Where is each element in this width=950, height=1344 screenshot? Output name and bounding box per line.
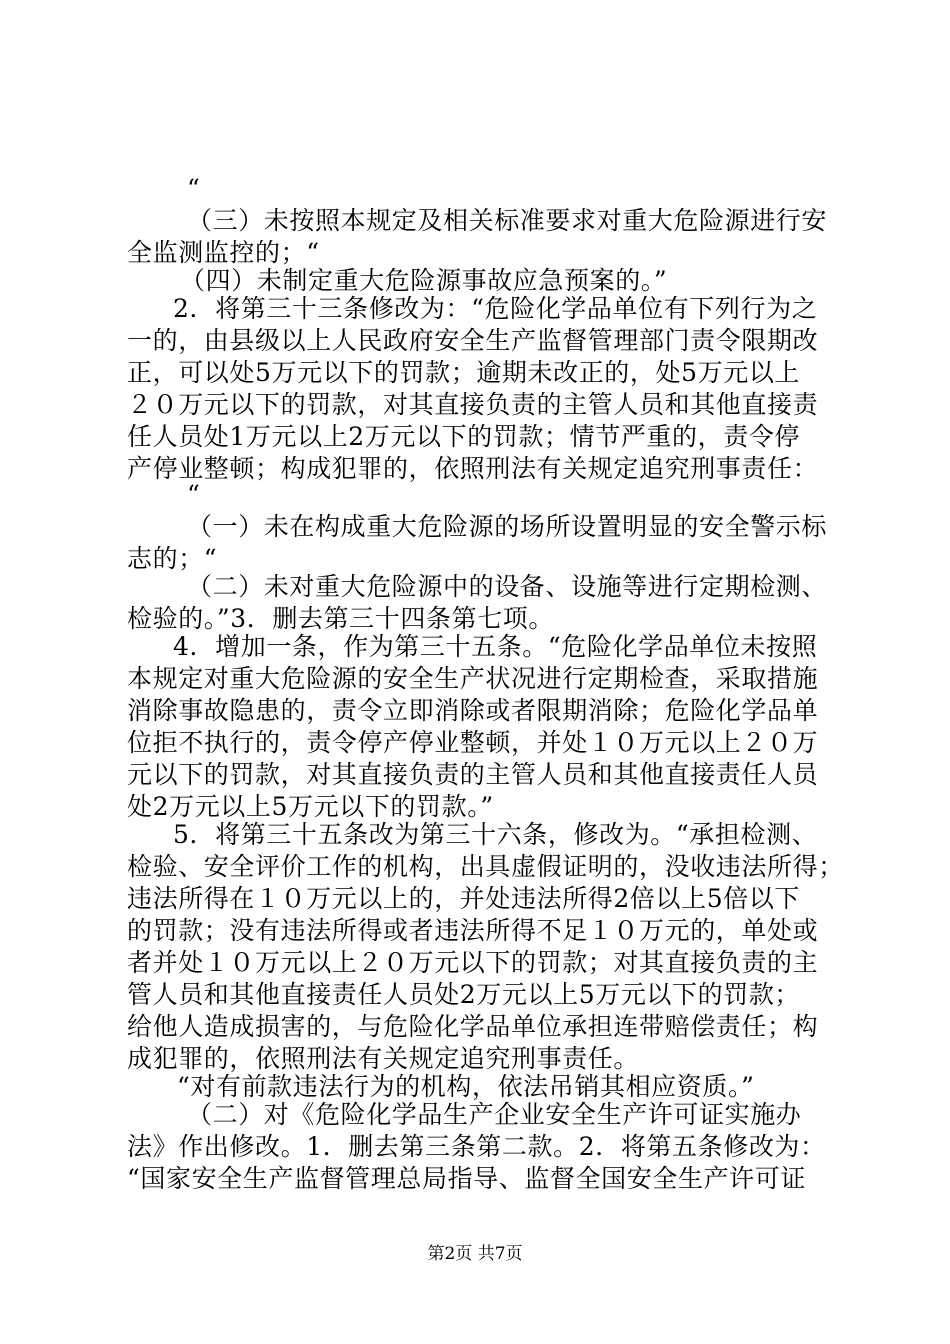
text-line-20: 元以下的罚款，对其直接负责的主管人员和其他直接责任人员 <box>127 760 819 789</box>
text-line-22: 5．将第三十五条改为第三十六条，修改为。“承担检测、 <box>173 820 818 849</box>
text-line-16: 4．增加一条，作为第三十五条。“危险化学品单位未按照 <box>173 632 818 661</box>
text-line-21: 处2万元以上5万元以下的罚款。” <box>127 792 494 821</box>
text-line-8: ２０万元以下的罚款，对其直接负责的主管人员和其他直接责 <box>127 390 819 419</box>
text-line-18: 消除事故隐患的，责令立即消除或者限期消除；危险化学品单 <box>127 696 819 725</box>
text-line-27: 管人员和其他直接责任人员处2万元以上5万元以下的罚款； <box>127 980 801 1009</box>
text-line-4: （四）未制定重大危险源事故应急预案的。” <box>180 266 668 295</box>
page-number-footer: 第2页 共7页 <box>427 1244 523 1264</box>
text-line-5: 2．将第三十三条修改为：“危险化学品单位有下列行为之 <box>173 294 818 323</box>
text-line-28: 给他人造成损害的，与危险化学品单位承担连带赔偿责任；构 <box>127 1012 819 1041</box>
text-line-2: （三）未按照本规定及相关标准要求对重大危险源进行安 <box>187 206 828 235</box>
text-line-33: “国家安全生产监督管理总局指导、监督全国安全生产许可证 <box>127 1164 806 1193</box>
text-line-25: 的罚款；没有违法所得或者违法所得不足１０万元的，单处或 <box>127 916 819 945</box>
text-line-32: 法》作出修改。1．删去第三条第二款。2．将第五条修改为： <box>127 1132 826 1161</box>
text-line-23: 检验、安全评价工作的机构，出具虚假证明的，没收违法所得； <box>127 852 844 881</box>
text-line-26: 者并处１０万元以上２０万元以下的罚款；对其直接负责的主 <box>127 948 819 977</box>
text-line-12: （一）未在构成重大危险源的场所设置明显的安全警示标 <box>187 512 828 541</box>
text-line-19: 位拒不执行的，责令停产停业整顿，并处１０万元以上２０万 <box>127 728 819 757</box>
text-line-24: 违法所得在１０万元以上的，并处违法所得2倍以上5倍以下 <box>127 884 801 913</box>
text-line-13: 志的；“ <box>127 544 218 573</box>
text-line-11: “ <box>187 480 201 509</box>
text-line-17: 本规定对重大危险源的安全生产状况进行定期检查，采取措施 <box>127 664 819 693</box>
text-line-15: 检验的。”3．删去第三十四条第七项。 <box>127 604 554 633</box>
text-line-1: “ <box>187 174 201 203</box>
text-line-10: 产停业整顿；构成犯罪的，依照刑法有关规定追究刑事责任： <box>127 454 819 483</box>
text-line-14: （二）未对重大危险源中的设备、设施等进行定期检测、 <box>187 572 828 601</box>
text-line-31: （二）对《危险化学品生产企业安全生产许可证实施办 <box>187 1100 802 1129</box>
text-line-6: 一的，由县级以上人民政府安全生产监督管理部门责令限期改 <box>127 326 819 355</box>
text-line-9: 任人员处1万元以上2万元以下的罚款；情节严重的，责令停 <box>127 422 801 451</box>
text-line-29: 成犯罪的，依照刑法有关规定追究刑事责任。 <box>127 1044 640 1073</box>
text-line-30: “对有前款违法行为的机构，依法吊销其相应资质。” <box>177 1072 755 1101</box>
text-line-7: 正，可以处5万元以下的罚款；逾期未改正的，处5万元以上 <box>127 358 801 387</box>
text-line-3: 全监测监控的；“ <box>127 238 320 267</box>
